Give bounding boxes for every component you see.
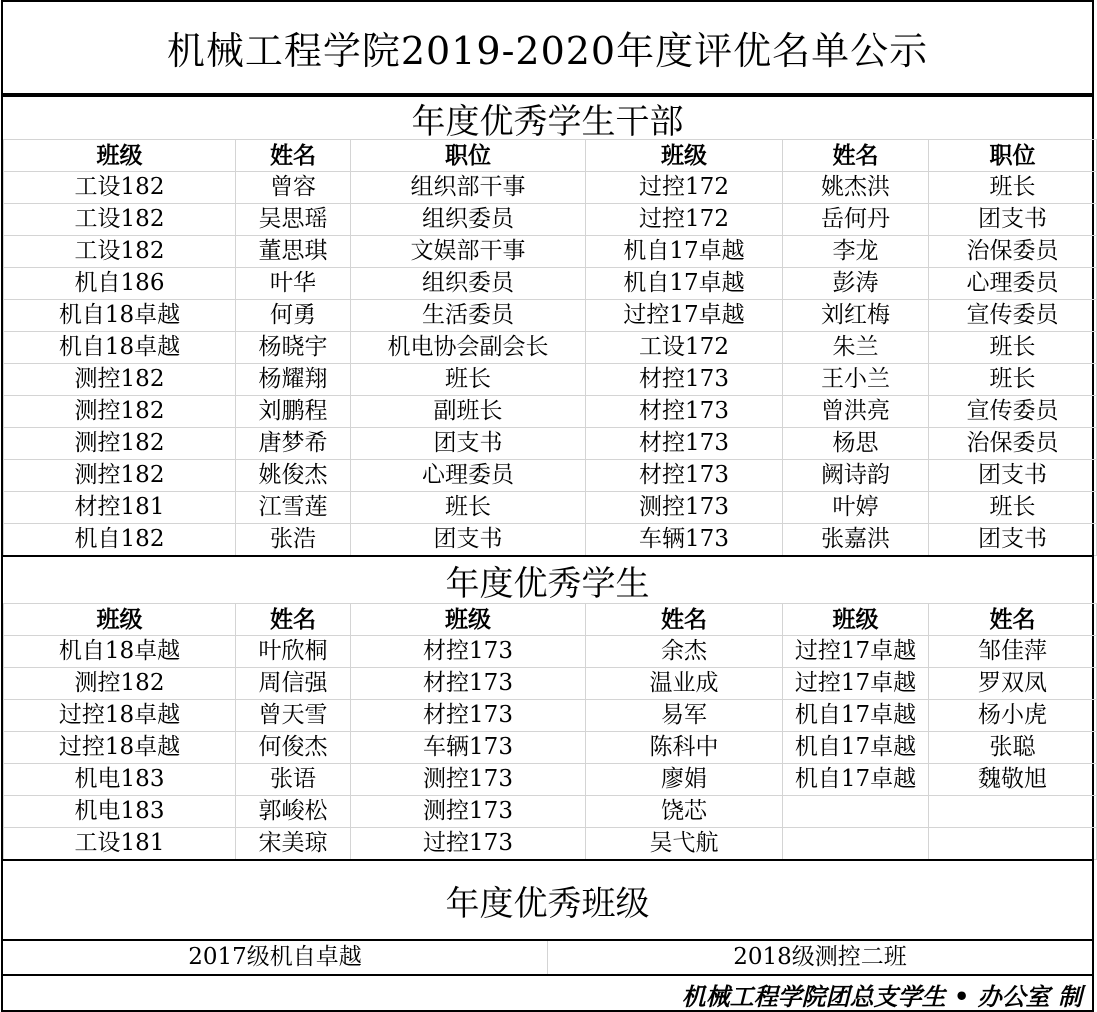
table-row [4, 732, 1097, 764]
table-cell: 杨思 [783, 428, 929, 460]
table-row [4, 236, 1097, 268]
table-cell: 张浩 [236, 524, 351, 556]
table-cell: 郭峻松 [236, 796, 351, 828]
table-cell: 材控173 [351, 668, 586, 700]
table-cell: 工设181 [4, 828, 236, 860]
table-cell [783, 828, 929, 860]
table-cell: 测控182 [4, 668, 236, 700]
table-row [4, 492, 1097, 524]
table-cell: 杨耀翔 [236, 364, 351, 396]
table-cell: 机自17卓越 [783, 732, 929, 764]
table-cell: 叶婷 [783, 492, 929, 524]
table-cell: 机自18卓越 [4, 300, 236, 332]
table-cell: 叶欣桐 [236, 636, 351, 668]
table-cell: 邹佳萍 [929, 636, 1097, 668]
table-cell: 测控182 [4, 428, 236, 460]
table-cell: 机电协会副会长 [351, 332, 586, 364]
column-header: 班级 [4, 604, 236, 636]
table-cell: 机自17卓越 [586, 236, 783, 268]
table-cell: 廖娟 [586, 764, 783, 796]
table-cell: 温业成 [586, 668, 783, 700]
cadres-heading: 年度优秀学生干部 [411, 101, 684, 142]
table-cell: 周信强 [236, 668, 351, 700]
table-cell [783, 796, 929, 828]
table-cell: 治保委员 [929, 236, 1097, 268]
column-header: 职位 [929, 140, 1097, 172]
table-cell: 朱兰 [783, 332, 929, 364]
table-row [4, 828, 1097, 860]
table-cell: 张嘉洪 [783, 524, 929, 556]
table-cell: 姚杰洪 [783, 172, 929, 204]
table-cell: 过控172 [586, 172, 783, 204]
table-cell: 曾容 [236, 172, 351, 204]
table-cell: 彭涛 [783, 268, 929, 300]
table-row [4, 300, 1097, 332]
table-cell: 测控182 [4, 364, 236, 396]
students-table [3, 603, 1097, 860]
table-cell: 王小兰 [783, 364, 929, 396]
table-cell: 唐梦希 [236, 428, 351, 460]
table-cell: 团支书 [929, 460, 1097, 492]
table-cell: 吴思瑶 [236, 204, 351, 236]
table-cell: 张语 [236, 764, 351, 796]
table-cell: 材控173 [586, 396, 783, 428]
column-header: 姓名 [783, 140, 929, 172]
table-cell: 工设182 [4, 172, 236, 204]
table-row [4, 268, 1097, 300]
table-cell: 宋美琼 [236, 828, 351, 860]
column-header: 职位 [351, 140, 586, 172]
table-row [4, 668, 1097, 700]
table-row [4, 364, 1097, 396]
table-cell: 测控182 [4, 460, 236, 492]
table-cell: 曾洪亮 [783, 396, 929, 428]
table-cell: 团支书 [929, 204, 1097, 236]
class-item: 2017级机自卓越 [3, 941, 548, 974]
table-cell: 余杰 [586, 636, 783, 668]
table-cell: 董思琪 [236, 236, 351, 268]
table-cell: 过控173 [351, 828, 586, 860]
table-cell: 班长 [351, 364, 586, 396]
table-cell: 李龙 [783, 236, 929, 268]
table-cell: 机自17卓越 [783, 700, 929, 732]
table-cell: 材控173 [351, 636, 586, 668]
table-cell: 机电183 [4, 796, 236, 828]
students-section [1, 555, 1094, 859]
table-cell: 团支书 [929, 524, 1097, 556]
table-cell: 何勇 [236, 300, 351, 332]
table-cell: 岳何丹 [783, 204, 929, 236]
table-cell: 陈科中 [586, 732, 783, 764]
page-title: 机械工程学院2019-2020年度评优名单公示 [1, 0, 1094, 95]
table-cell: 材控173 [351, 700, 586, 732]
table-cell: 测控182 [4, 396, 236, 428]
table-row [4, 796, 1097, 828]
table-row [4, 460, 1097, 492]
table-cell: 过控18卓越 [4, 732, 236, 764]
table-cell: 班长 [929, 172, 1097, 204]
table-cell: 材控173 [586, 364, 783, 396]
table-cell: 测控173 [586, 492, 783, 524]
table-cell: 吴弋航 [586, 828, 783, 860]
table-row [4, 428, 1097, 460]
table-cell: 叶华 [236, 268, 351, 300]
table-row [4, 204, 1097, 236]
column-header: 班级 [351, 604, 586, 636]
column-header: 班级 [783, 604, 929, 636]
table-cell: 刘红梅 [783, 300, 929, 332]
students-header-row [4, 604, 1097, 636]
table-cell: 材控173 [586, 460, 783, 492]
table-cell: 过控17卓越 [783, 668, 929, 700]
table-cell: 车辆173 [351, 732, 586, 764]
table-cell: 过控17卓越 [586, 300, 783, 332]
table-row [4, 524, 1097, 556]
table-cell: 班长 [351, 492, 586, 524]
table-cell [929, 828, 1097, 860]
table-cell: 机自186 [4, 268, 236, 300]
table-cell: 治保委员 [929, 428, 1097, 460]
column-header: 姓名 [586, 604, 783, 636]
table-cell: 材控173 [586, 428, 783, 460]
table-cell: 刘鹏程 [236, 396, 351, 428]
table-cell: 材控181 [4, 492, 236, 524]
table-cell: 过控17卓越 [783, 636, 929, 668]
table-cell: 文娱部干事 [351, 236, 586, 268]
table-cell: 罗双凤 [929, 668, 1097, 700]
table-cell: 测控173 [351, 764, 586, 796]
table-row [4, 172, 1097, 204]
table-cell: 杨晓宇 [236, 332, 351, 364]
table-row [4, 332, 1097, 364]
table-cell: 生活委员 [351, 300, 586, 332]
classes-list [1, 939, 1094, 974]
table-cell: 易军 [586, 700, 783, 732]
table-cell: 心理委员 [351, 460, 586, 492]
table-cell: 魏敬旭 [929, 764, 1097, 796]
table-cell: 机自17卓越 [783, 764, 929, 796]
classes-heading: 年度优秀班级 [445, 883, 650, 924]
table-cell: 工设172 [586, 332, 783, 364]
column-header: 班级 [4, 140, 236, 172]
table-cell: 工设182 [4, 204, 236, 236]
footer [1, 974, 1094, 1012]
table-cell: 饶芯 [586, 796, 783, 828]
classes-section [1, 859, 1094, 939]
table-cell: 宣传委员 [929, 396, 1097, 428]
table-cell: 姚俊杰 [236, 460, 351, 492]
column-header: 班级 [586, 140, 783, 172]
table-cell: 组织委员 [351, 268, 586, 300]
table-cell: 宣传委员 [929, 300, 1097, 332]
table-cell: 心理委员 [929, 268, 1097, 300]
table-row [4, 764, 1097, 796]
cadres-table [3, 139, 1097, 556]
column-header: 姓名 [236, 604, 351, 636]
table-cell [929, 796, 1097, 828]
table-cell: 江雪莲 [236, 492, 351, 524]
table-cell: 何俊杰 [236, 732, 351, 764]
table-row [4, 700, 1097, 732]
table-cell: 机自182 [4, 524, 236, 556]
table-cell: 机自17卓越 [586, 268, 783, 300]
table-cell: 工设182 [4, 236, 236, 268]
table-cell: 组织部干事 [351, 172, 586, 204]
column-header: 姓名 [929, 604, 1097, 636]
table-cell: 机自18卓越 [4, 636, 236, 668]
table-cell: 曾天雪 [236, 700, 351, 732]
table-cell: 班长 [929, 332, 1097, 364]
table-cell: 阙诗韵 [783, 460, 929, 492]
class-item: 2018级测控二班 [733, 944, 907, 970]
table-cell: 组织委员 [351, 204, 586, 236]
table-row [4, 636, 1097, 668]
table-cell: 张聪 [929, 732, 1097, 764]
table-cell: 班长 [929, 364, 1097, 396]
table-cell: 过控172 [586, 204, 783, 236]
table-cell: 班长 [929, 492, 1097, 524]
table-cell: 团支书 [351, 428, 586, 460]
table-cell: 机自18卓越 [4, 332, 236, 364]
table-cell: 测控173 [351, 796, 586, 828]
footer-signature: 机械工程学院团总支学生 • 办公室 制 [681, 981, 1082, 1011]
cadres-section [1, 95, 1094, 555]
column-header: 姓名 [236, 140, 351, 172]
table-cell: 团支书 [351, 524, 586, 556]
students-heading: 年度优秀学生 [445, 563, 650, 604]
table-cell: 车辆173 [586, 524, 783, 556]
table-cell: 过控18卓越 [4, 700, 236, 732]
table-cell: 机电183 [4, 764, 236, 796]
cadres-header-row [4, 140, 1097, 172]
table-cell: 杨小虎 [929, 700, 1097, 732]
table-row [4, 396, 1097, 428]
table-cell: 副班长 [351, 396, 586, 428]
